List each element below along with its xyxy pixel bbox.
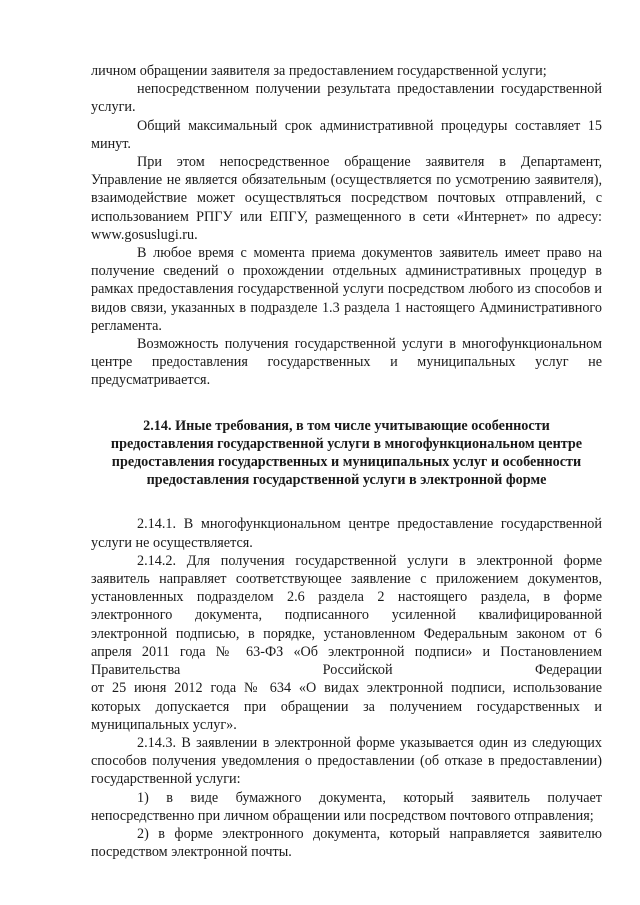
paragraph-2-14-3: 2.14.3. В заявлении в электронной форме указывается один из следующих способов получения уведомления о предоставлении (об отказе в предоставлении) государственной услуги: [91,734,602,788]
list-item-electronic-document: 2) в форме электронного документа, который направляется заявителю посредством электронной почты. [91,825,602,861]
paragraph-2-14-2-continued: от 25 июня 2012 года № 634 «О видах электронной подписи, использование которых допускается при обращении за получением государственных и муниципальных услуг». [91,680,602,733]
paragraph-direct-receipt: непосредственном получении результата предоставлении государственной услуги. [91,81,602,116]
section-heading-line: предоставления государственных и муниципальных услуг и особенности [111,454,582,471]
paragraph-direct-appeal: При этом непосредственное обращение заявителя в Департамент, Управление не является обязательным (осуществляется по усмотрению заявителя), взаимодействие может осуществляться посредством почтовых отправлений, с использованием РПГУ или ЕПГУ, размещенного в сети «Интернет» по адресу: www.gosuslugi.ru. [91,154,602,243]
section-heading-2-14 [91,417,602,490]
list-item-paper-document: 1) в виде бумажного документа, который заявитель получает непосредственно при личном обращении или посредством почтового отправления; [91,789,602,824]
document-page [91,62,602,861]
paragraph-personal-request: личном обращении заявителя за предоставлением государственной услуги; [91,63,547,79]
section-heading-line: предоставления государственной услуги в электронной форме [146,472,547,489]
paragraph-2-14-2: 2.14.2. Для получения государственной услуги в электронной форме заявитель направляет соответствующее заявление с приложением документов, установленных подразделом 2.6 раздела 2 настоящего раздела, в форме электронного документа, подписанного усиленной квалифицированной электронной подписью, в порядке, установленном Федеральным законом от 6 апреля 2011 года № 63-ФЗ «Об электронной подписи» и Постановлением Правительства Российской Федерации [91,552,602,679]
paragraph-max-duration: Общий максимальный срок административной процедуры составляет 15 минут. [91,117,602,152]
paragraph-status-info: В любое время с момента приема документов заявитель имеет право на получение сведений о прохождении отдельных административных процедур в рамках предоставления государственной услуги посредством любого из способов и видов связи, указанных в подразделе 1.3 раздела 1 настоящего Административного регламента. [91,245,602,334]
section-heading-line: предоставления государственной услуги в многофункциональном центре [110,435,583,452]
section-heading-line: 2.14. Иные требования, в том числе учитывающие особенности [143,417,550,434]
paragraph-mfc-not-provided: Возможность получения государственной услуги в многофункциональном центре предоставления государственных и муниципальных услуг не предусматривается. [91,336,602,389]
paragraph-2-14-1: 2.14.1. В многофункциональном центре предоставление государственной услуги не осуществляется. [91,516,602,551]
